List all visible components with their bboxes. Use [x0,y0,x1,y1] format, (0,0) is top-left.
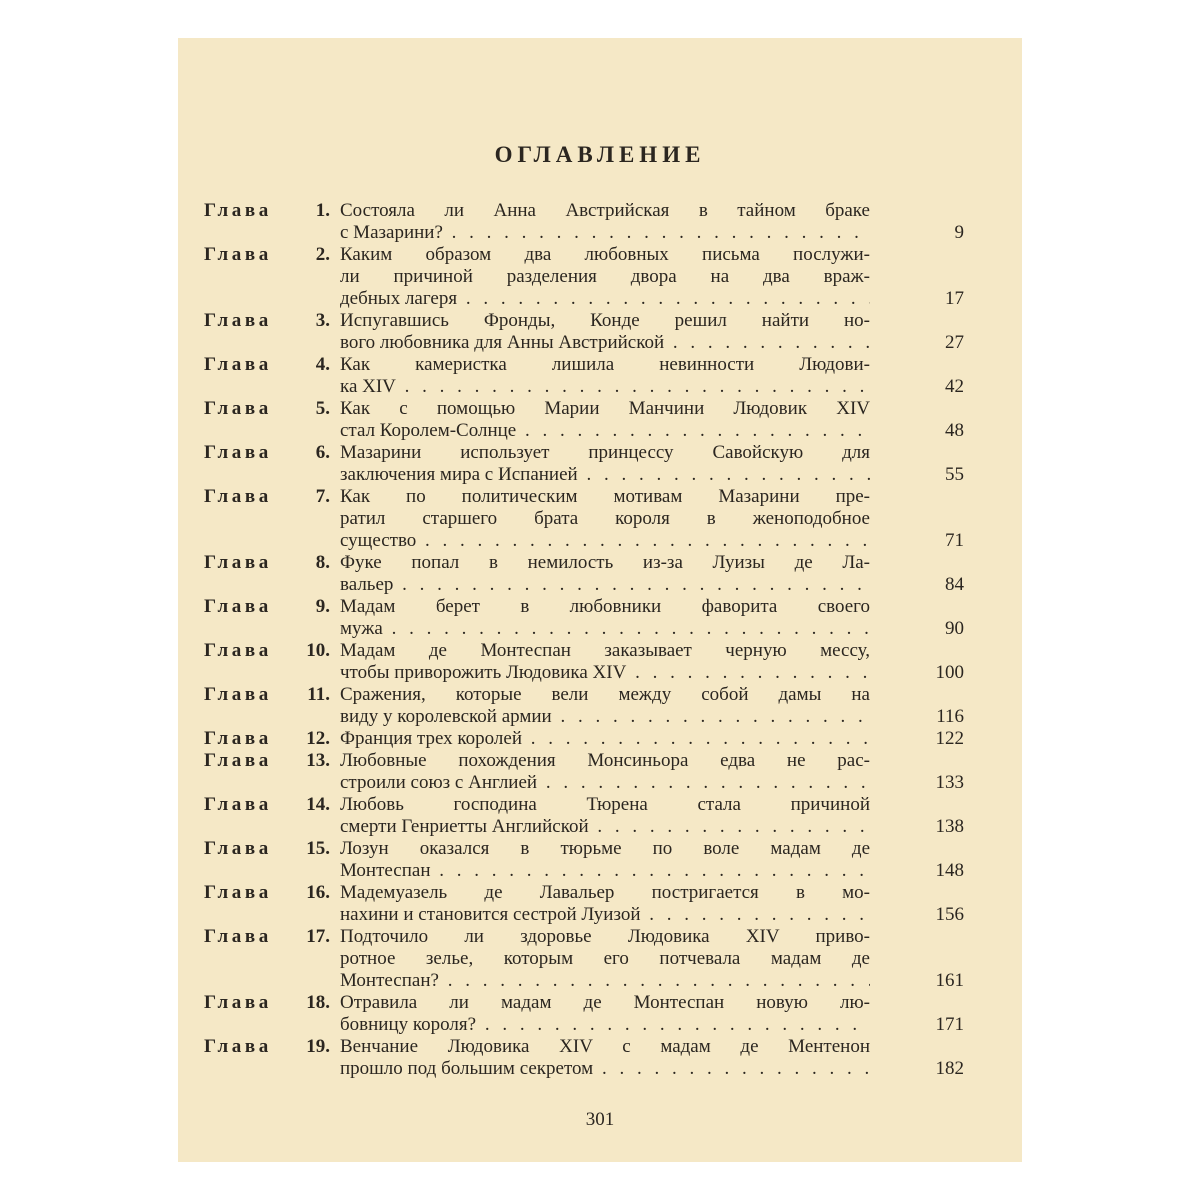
chapter-title-line: прошло под большим секретом . . . [340,1058,870,1080]
chapter-label: Глава [204,486,272,507]
chapter-title [340,442,870,486]
chapter-number: 18. [306,992,330,1013]
chapter-title [340,992,870,1036]
toc-entry [204,244,964,310]
chapter-label: Глава [204,442,272,463]
chapter-title [340,354,870,398]
chapter-title-line: Сражения, которые вели между собой дамы на [340,684,870,705]
chapter-title [340,882,870,926]
chapter-title-line: Любовные похождения Монсиньора едва не рас- [340,750,870,771]
chapter-title [340,926,870,992]
chapter-number: 1. [315,200,330,221]
chapter-number: 16. [306,882,330,903]
chapter-title-line: Венчание Людовика XIV с мадам де Ментенон [340,1036,870,1057]
chapter-title-line: существо . . . [340,530,870,552]
chapter-title-line: Мадемуазель де Лавальер постригается в мо- [340,882,870,903]
chapter-label: Глава [204,244,272,265]
chapter-title [340,728,870,750]
chapter-title [340,838,870,882]
page-number: 301 [585,1109,615,1130]
toc-entry [204,1036,964,1080]
chapter-label: Глава [204,684,272,705]
toc-entry [204,200,964,244]
chapter-title-line: ли причиной разделения двора на два враж- [340,266,870,287]
chapter-number: 19. [306,1036,330,1057]
chapter-number: 2. [315,244,330,265]
toc-entry [204,794,964,838]
chapter-title-line: Мадам берет в любовники фаворита своего [340,596,870,617]
chapter-page: 84 [945,574,964,595]
toc-heading: ОГЛАВЛЕНИЕ [494,142,706,167]
toc-entry [204,398,964,442]
chapter-page: 171 [935,1014,964,1035]
chapter-number: 9. [315,596,330,617]
chapter-title [340,310,870,354]
toc-entry [204,684,964,728]
chapter-title-line: ратил старшего брата короля в женоподобное [340,508,870,529]
chapter-label: Глава [204,398,272,419]
chapter-label: Глава [204,640,272,661]
chapter-title-line: Каким образом два любовных письма послужи- [340,244,870,265]
chapter-label: Глава [204,750,272,771]
chapter-title-line: нахини и становится сестрой Луизой . . . [340,904,870,926]
toc-entry [204,640,964,684]
chapter-label: Глава [204,728,272,749]
chapter-label: Глава [204,552,272,573]
chapter-number: 13. [306,750,330,771]
chapter-page: 42 [945,376,964,397]
chapter-title-line: Франция трех королей . . . [340,728,870,750]
chapter-title-line: Мазарини использует принцессу Савойскую для [340,442,870,463]
chapter-page: 90 [945,618,964,639]
chapter-title-line: дебных лагеря . . . [340,288,870,310]
chapter-title-line: смерти Генриетты Английской . . . [340,816,870,838]
chapter-page: 122 [935,728,964,749]
chapter-title-line: Мадам де Монтеспан заказывает черную мессу, [340,640,870,661]
chapter-page: 182 [935,1058,964,1079]
chapter-label: Глава [204,882,272,903]
chapter-title-line: Как камеристка лишила невинности Людови- [340,354,870,375]
chapter-label: Глава [204,200,272,221]
chapter-title-line: ротное зелье, которым его потчевала мадам де [340,948,870,969]
chapter-page: 9 [954,222,964,243]
toc-entry [204,354,964,398]
chapter-number: 10. [306,640,330,661]
chapter-title-line: Любовь господина Тюрена стала причиной [340,794,870,815]
chapter-title-line: бовницу короля? . . . [340,1014,870,1036]
chapter-label: Глава [204,992,272,1013]
chapter-title-line: Как с помощью Марии Манчини Людовик XIV [340,398,870,419]
chapter-number: 7. [315,486,330,507]
table-of-contents [204,200,964,1080]
chapter-title-line: заключения мира с Испанией . . . [340,464,870,486]
chapter-title-line: вого любовника для Анны Австрийской . . . [340,332,870,354]
chapter-title [340,596,870,640]
book-page [178,38,1022,1162]
chapter-label: Глава [204,926,272,947]
chapter-title [340,398,870,442]
chapter-title [340,640,870,684]
toc-entry [204,838,964,882]
chapter-title-line: чтобы приворожить Людовика XIV . . . [340,662,870,684]
chapter-title-line: мужа . . . [340,618,870,640]
chapter-number: 8. [315,552,330,573]
chapter-title-line: Лозун оказался в тюрьме по воле мадам де [340,838,870,859]
chapter-page: 48 [945,420,964,441]
chapter-page: 161 [935,970,964,991]
chapter-page: 138 [935,816,964,837]
chapter-number: 4. [315,354,330,375]
chapter-page: 156 [935,904,964,925]
chapter-page: 27 [945,332,964,353]
chapter-page: 71 [945,530,964,551]
chapter-title-line: строили союз с Англией . . . [340,772,870,794]
chapter-title-line: Отравила ли мадам де Монтеспан новую лю- [340,992,870,1013]
chapter-number: 11. [307,684,330,705]
chapter-number: 5. [315,398,330,419]
chapter-title-line: с Мазарини? . . . [340,222,870,244]
chapter-page: 17 [945,288,964,309]
chapter-page: 55 [945,464,964,485]
toc-entry [204,486,964,552]
chapter-label: Глава [204,794,272,815]
chapter-page: 148 [935,860,964,881]
toc-entry [204,596,964,640]
toc-entry [204,552,964,596]
toc-entry [204,926,964,992]
chapter-label: Глава [204,354,272,375]
chapter-title [340,794,870,838]
chapter-number: 17. [306,926,330,947]
chapter-title-line: Монтеспан . . . [340,860,870,882]
toc-entry [204,728,964,750]
chapter-label: Глава [204,310,272,331]
chapter-title-line: Как по политическим мотивам Мазарини пре- [340,486,870,507]
chapter-title [340,684,870,728]
chapter-number: 12. [306,728,330,749]
chapter-title [340,552,870,596]
chapter-number: 3. [315,310,330,331]
chapter-title [340,200,870,244]
chapter-title-line: Испугавшись Фронды, Конде решил найти но- [340,310,870,331]
chapter-label: Глава [204,596,272,617]
chapter-page: 100 [935,662,964,683]
chapter-title [340,244,870,310]
chapter-page: 116 [936,706,964,727]
chapter-title-line: Фуке попал в немилость из-за Луизы де Ла- [340,552,870,573]
chapter-number: 15. [306,838,330,859]
chapter-title [340,1036,870,1080]
chapter-title-line: вальер . . . [340,574,870,596]
chapter-label: Глава [204,1036,272,1057]
chapter-page: 133 [935,772,964,793]
chapter-title-line: стал Королем-Солнце . . . [340,420,870,442]
chapter-label: Глава [204,838,272,859]
chapter-title-line: Состояла ли Анна Австрийская в тайном браке [340,200,870,221]
toc-entry [204,750,964,794]
toc-entry [204,310,964,354]
toc-entry [204,882,964,926]
chapter-title-line: Монтеспан? . . . [340,970,870,992]
toc-entry [204,442,964,486]
chapter-title [340,486,870,552]
chapter-number: 6. [315,442,330,463]
chapter-number: 14. [306,794,330,815]
chapter-title-line: ка XIV . . . [340,376,870,398]
chapter-title-line: виду у королевской армии . . . [340,706,870,728]
toc-entry [204,992,964,1036]
chapter-title-line: Подточило ли здоровье Людовика XIV приво- [340,926,870,947]
chapter-title [340,750,870,794]
